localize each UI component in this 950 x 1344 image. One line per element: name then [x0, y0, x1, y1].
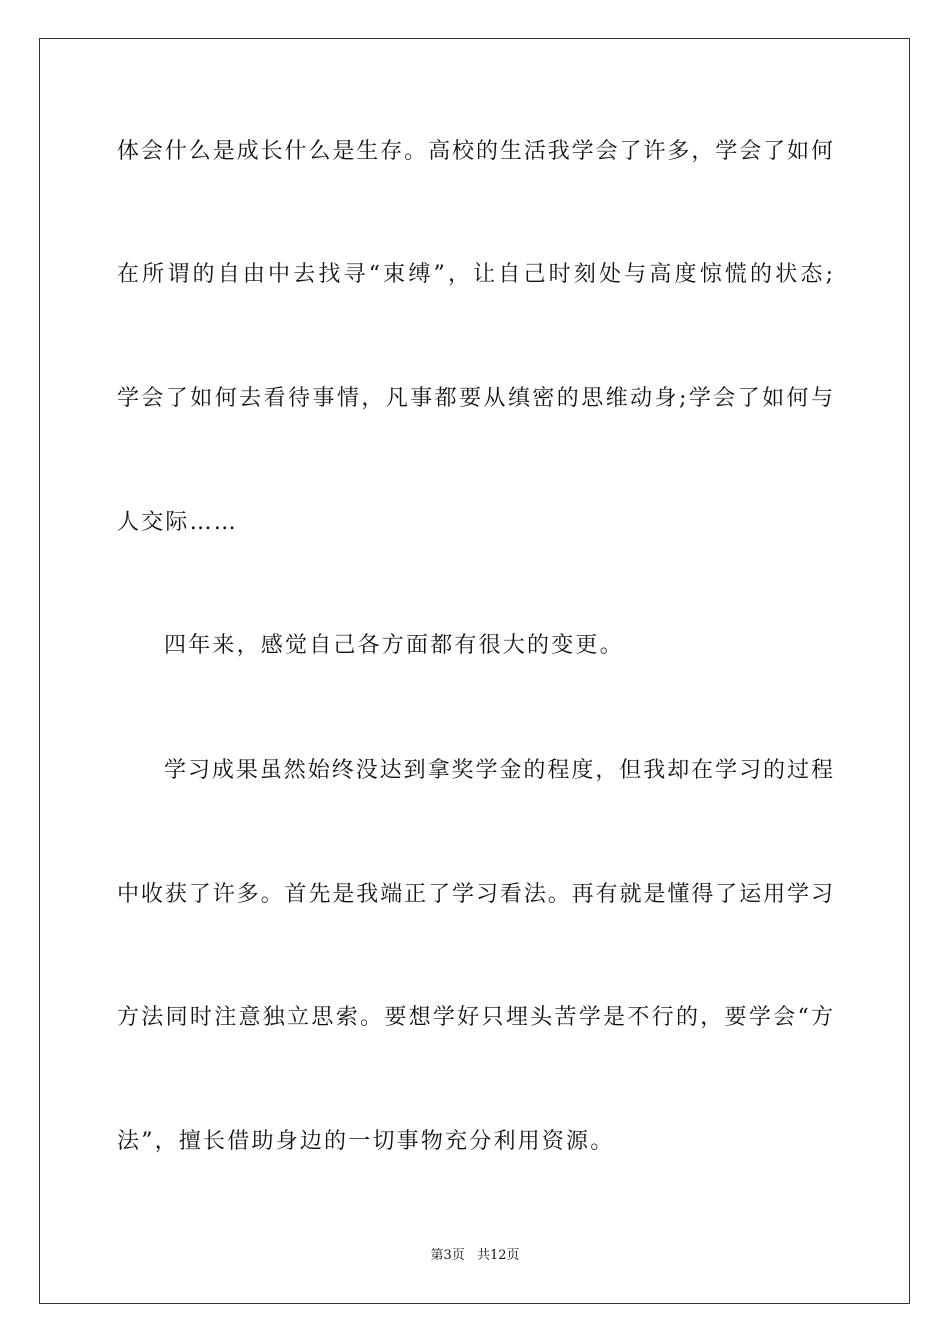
paragraph-line-2: 在所谓的自由中去找寻“束缚”，让自己时刻处与高度惊慌的状态;: [117, 262, 833, 287]
paragraph-line-3: 学会了如何去看待事情，凡事都要从缜密的思维动身;学会了如何与: [117, 386, 833, 411]
paragraph-line-6: 学习成果虽然始终没达到拿奖学金的程度，但我却在学习的过程: [164, 758, 833, 783]
paragraph-line-5: 四年来，感觉自己各方面都有很大的变更。: [164, 633, 624, 658]
page-total: 共12页: [476, 1248, 520, 1263]
page-border: [39, 38, 910, 1304]
paragraph-line-1: 体会什么是成长什么是生存。高校的生活我学会了许多，学会了如何: [117, 139, 833, 164]
page-footer: [0, 1247, 950, 1265]
paragraph-line-4: 人交际……: [117, 510, 239, 535]
paragraph-line-8: 方法同时注意独立思索。要想学好只埋头苦学是不行的，要学会“方: [117, 1005, 833, 1030]
paragraph-line-7: 中收获了许多。首先是我端正了学习看法。再有就是懂得了运用学习: [117, 882, 833, 907]
paragraph-line-9: 法”，擅长借助身边的一切事物充分利用资源。: [117, 1129, 615, 1154]
page-number: 第3页: [430, 1248, 465, 1263]
